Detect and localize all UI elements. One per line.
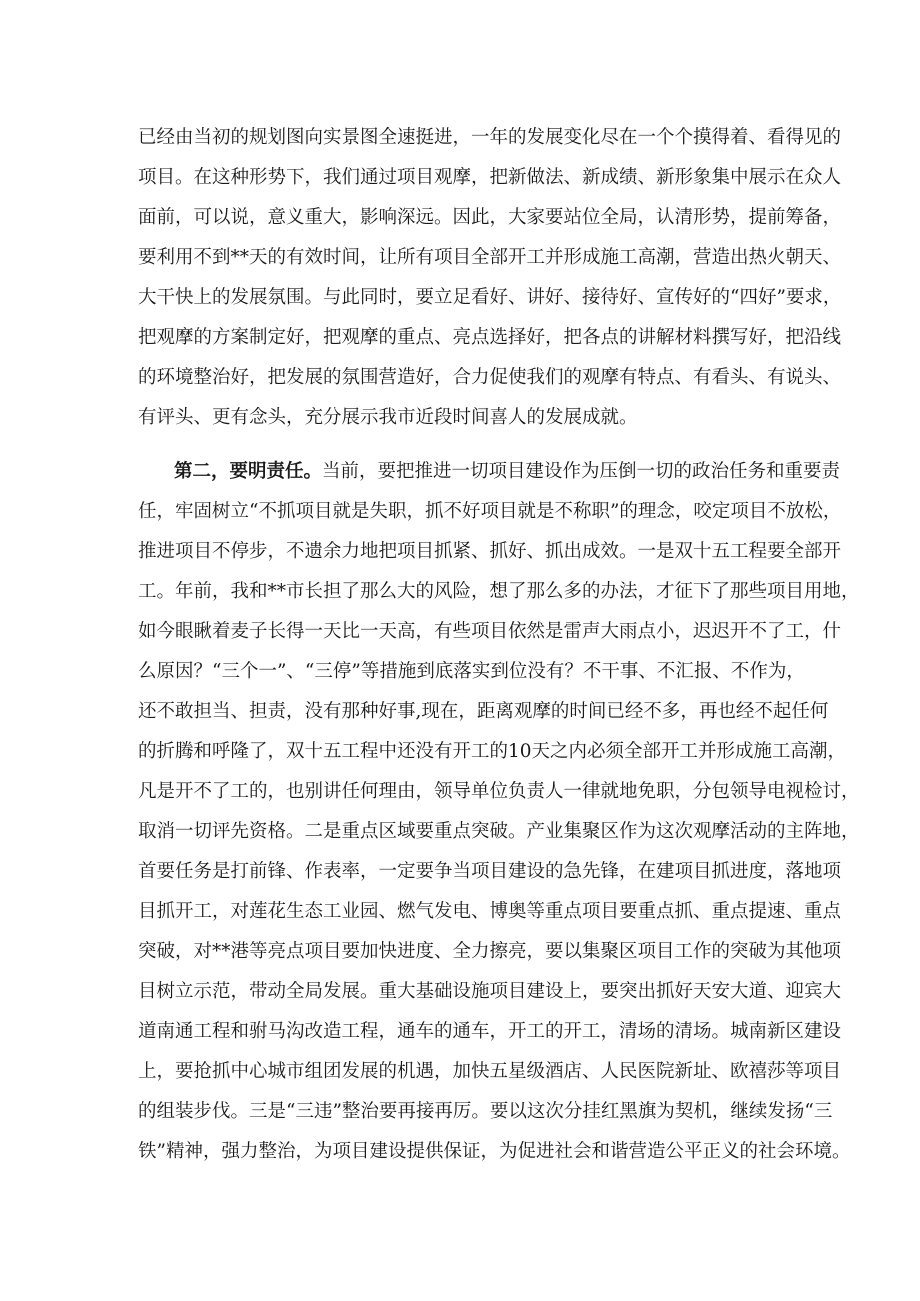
text-line: 道南通工程和驸马沟改造工程，通车的通车，开工的开工，清场的清场。城南新区建设 [138,1021,842,1042]
text-line: 的组装步伐。三是“三违”整治要再接再厉。要以这次分挂红黑旗为契机，继续发扬“三 [138,1101,833,1122]
text-line: 目树立示范，带动全局发展。重大基础设施项目建设上，要突出抓好天安大道、迎宾大 [138,981,842,1002]
text-line: 推进项目不停步，不遗余力地把项目抓紧、抓好、抓出成效。一是双十五工程要全部开 [138,541,842,562]
text-line: 大干快上的发展氛围。与此同时，要立足看好、讲好、接待好、宣传好的“四好”要求， [138,287,842,308]
text-line: 首要任务是打前锋、作表率，一定要争当项目建设的急先锋，在建项目抓进度，落地项 [138,861,842,882]
text-span: 当前，要把推进一切项目建设作为压倒一切的政治任务和重要责 [322,461,841,482]
text-line: 铁”精神，强力整治，为项目建设提供保证，为促进社会和谐营造公平正义的社会环境。 [138,1141,851,1162]
text-line: 目抓开工，对莲花生态工业园、燃气发电、博奥等重点项目要重点抓、重点提速、重点 [138,901,842,922]
text-line: 如今眼瞅着麦子长得一天比一天高，有些项目依然是雷声大雨点小，迟迟开不了工，什 [138,621,842,642]
text-line: 有评头、更有念头，充分展示我市近段时间喜人的发展成就。 [138,407,638,428]
text-line: 么原因？“三个一”、“三停”等措施到底落实到位没有？不干事、不汇报、不作为， [138,661,805,682]
text-line: 的折腾和呼隆了，双十五工程中还没有开工的10天之内必须全部开工并形成施工高潮， [138,741,847,762]
text-line: 把观摩的方案制定好，把观摩的重点、亮点选择好，把各点的讲解材料撰写好，把沿线 [138,327,842,348]
text-line: 项目。在这种形势下，我们通过项目观摩，把新做法、新成绩、新形象集中展示在众人 [138,167,842,188]
text-line: 要利用不到**天的有效时间，让所有项目全部开工并形成施工高潮，营造出热火朝天、 [138,247,842,268]
text-line: 突破，对**港等亮点项目要加快进度、全力擦亮，要以集聚区项目工作的突破为其他项 [138,941,842,962]
text-line: 取消一切评先资格。二是重点区域要重点突破。产业集聚区作为这次观摩活动的主阵地， [138,821,860,842]
text-line: 已经由当初的规划图向实景图全速挺进，一年的发展变化尽在一个个摸得着、看得见的 [138,127,842,148]
text-line: 凡是开不了工的，也别讲任何理由，领导单位负责人一律就地免职，分包领导电视检讨， [138,781,860,802]
text-line: 还不敢担当、担责，没有那种好事,现在，距离观摩的时间已经不多，再也经不起任何 [138,701,829,722]
text-line: 的环境整治好，把发展的氛围营造好，合力促使我们的观摩有特点、有看头、有说头、 [138,367,842,388]
paragraph-first-line [174,460,841,484]
text-line: 工。年前，我和**市长担了那么大的风险，想了那么多的办法，才征下了那些项目用地， [138,581,860,602]
text-line: 任，牢固树立“不抓项目就是失职，抓不好项目就是不称职”的理念，咬定项目不放松， [138,501,842,522]
text-line: 面前，可以说，意义重大，影响深远。因此，大家要站位全局，认清形势，提前筹备， [138,207,842,228]
section-heading: 第二，要明责任。 [174,461,323,482]
text-line: 上，要抢抓中心城市组团发展的机遇，加快五星级酒店、人民医院新址、欧禧莎等项目 [138,1061,842,1082]
